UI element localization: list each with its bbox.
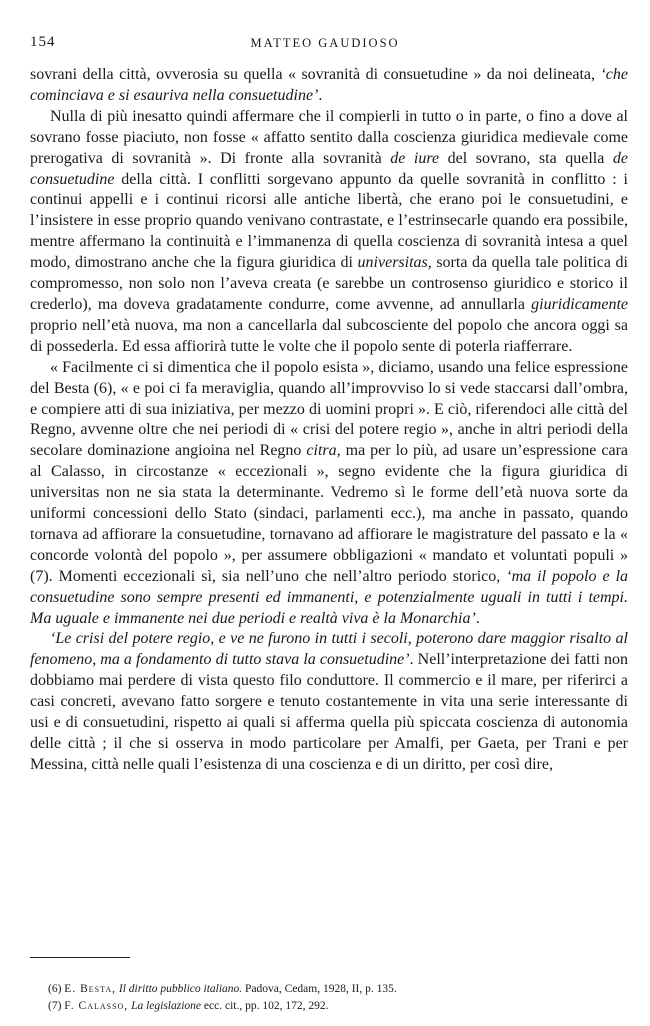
footnote-rule — [30, 957, 130, 958]
text-run: del sovrano, sta quella — [439, 149, 613, 167]
paragraph — [30, 358, 628, 630]
paragraph — [30, 629, 628, 775]
footnote-author: F. Calasso, — [64, 1000, 129, 1012]
text-run: sovrani della città, ovverosia su quella « sovranità di consuetudine » da noi delineata, — [30, 66, 601, 83]
text-run: sorta da quella tale politica di compromesso, non solo non l’aveva creata (e sarebbe un controsenso giuridico e storico il crederlo), ma doveva gradatamente condurre, come avvenne, ad annullarla — [30, 254, 628, 313]
footnote-author: E. Besta, — [64, 983, 116, 995]
text-run: . — [475, 609, 480, 627]
italic-text: ‘Le crisi del potere regio, e ve ne furono in tutti i secoli, poterono dare maggior risalto al fenomeno, ma a fondamento di tutto stava la consuetudine’ — [30, 630, 628, 669]
footnotes — [48, 981, 628, 1015]
text-run: Nulla di più inesatto quindi affermare che il compierli in tutto o in parte, o fino a dove al sovrano fosse piaciuto, non fosse « affatto sentito dalla coscienza giuridica medievale come prerogativa di sovranità ». Di fronte alla sovranità — [30, 107, 628, 167]
italic-text: citra, — [306, 442, 341, 460]
footnote-6 — [48, 981, 628, 998]
running-head: MATTEO GAUDIOSO — [250, 36, 400, 50]
page-header — [0, 34, 650, 54]
italic-text: de consuetudine — [30, 149, 629, 188]
text-run: ma per lo più, ad usare un’espressione cara al Calasso, in circostanze « eccezionali », segno evidente che la figura giuridica di universitas non ne sia stata la determinante. Vedremo sì le forme dell’età nuova sorte da uniformi concessioni dello Stato (sindaci, parlamenti ecc.), ma anche in passato, quando tornava ad affiorare la consuetudine, tornavano ad affiorare le magistrature del passato e la « concorde volontà del popolo », per assumere obbligazioni « mandato et voluntati populi » (7). Momenti eccezionali sì, sia nell’uno che nell’altro periodo storico, — [30, 442, 628, 585]
text-run: . — [318, 86, 323, 104]
footnote-details: Padova, Cedam, 1928, II, p. 135. — [242, 983, 397, 995]
text-run: « Facilmente ci si dimentica che il popolo esista », diciamo, usando una felice espressione del Besta (6), « e poi ci fa meraviglia, quando all’improvviso lo si vede staccarsi dall’ombra, e compiere atti di sua iniziativa, per mezzo di uomini propri ». E ciò, riferendoci alle città del Regno, avvenne oltre che nei periodi di « crisi del potere regio », anche in altri periodi della secolare dominazione angioina nel Regno — [30, 358, 628, 460]
italic-text: ‘che cominciava e si esauriva nella consuetudine’ — [30, 66, 628, 104]
footnote-number: (6) — [48, 983, 62, 995]
paragraph — [30, 107, 628, 358]
footnote-number: (7) — [48, 1000, 62, 1012]
footnote-title: Il diritto pubblico italiano. — [118, 983, 243, 995]
footnote-7 — [48, 998, 628, 1015]
text-run: della città. I conflitti sorgevano appunto da quelle sovranità in conflitto : i continui appelli e i continui ricorsi alle antiche libertà, che erano poi le consuetudini, e l’insistere in esse proprio quando venivano contrastate, e l’estrinsecarle quando era possibile, mentre affermano la continuità e l’immanenza di quella coscienza di sovranità intesa a quel modo, dimostrano anche che la figura giuridica di — [30, 170, 628, 272]
text-run: . Nell’interpretazione dei fatti non dobbiamo mai perdere di vista questo filo conduttore. Il commercio e il mare, per riferirci a casi concreti, avevano fatto sorgere e tenuto costantemente in vita una serie interessante di usi e di consuetudini, rispetto ai quali si afferma quella più spiccata coscienza di autonomia delle città ; il che si osserva in modo particolare per Amalfi, per Gaeta, per Trani e per Messina, città nelle quali l’esistenza di una coscienza e di un diritto, per così dire, — [30, 651, 628, 773]
italic-text: universitas, — [357, 254, 432, 272]
italic-text: giuridicamente — [531, 295, 628, 313]
body-text — [30, 65, 628, 776]
footnote-title: La legislazione — [131, 1000, 202, 1012]
page-number: 154 — [30, 34, 56, 50]
paragraph — [30, 65, 628, 107]
italic-text: ‘ma il popolo e la consuetudine sono sempre presenti ed immanenti, e potenzialmente uguali in tutti i tempi. Ma uguale e immanente nei due periodi e realtà viva è la Monarchia’ — [30, 567, 629, 627]
text-run: proprio nell’età nuova, ma non a cancellarla dal subcosciente del popolo che ancora oggi sa di possederla. Ed essa affiorirà tutte le volte che il popolo sente di poterla riafferrare. — [30, 316, 628, 355]
italic-text: de iure — [390, 149, 440, 167]
footnote-details: ecc. cit., pp. 102, 172, 292. — [201, 1000, 329, 1012]
